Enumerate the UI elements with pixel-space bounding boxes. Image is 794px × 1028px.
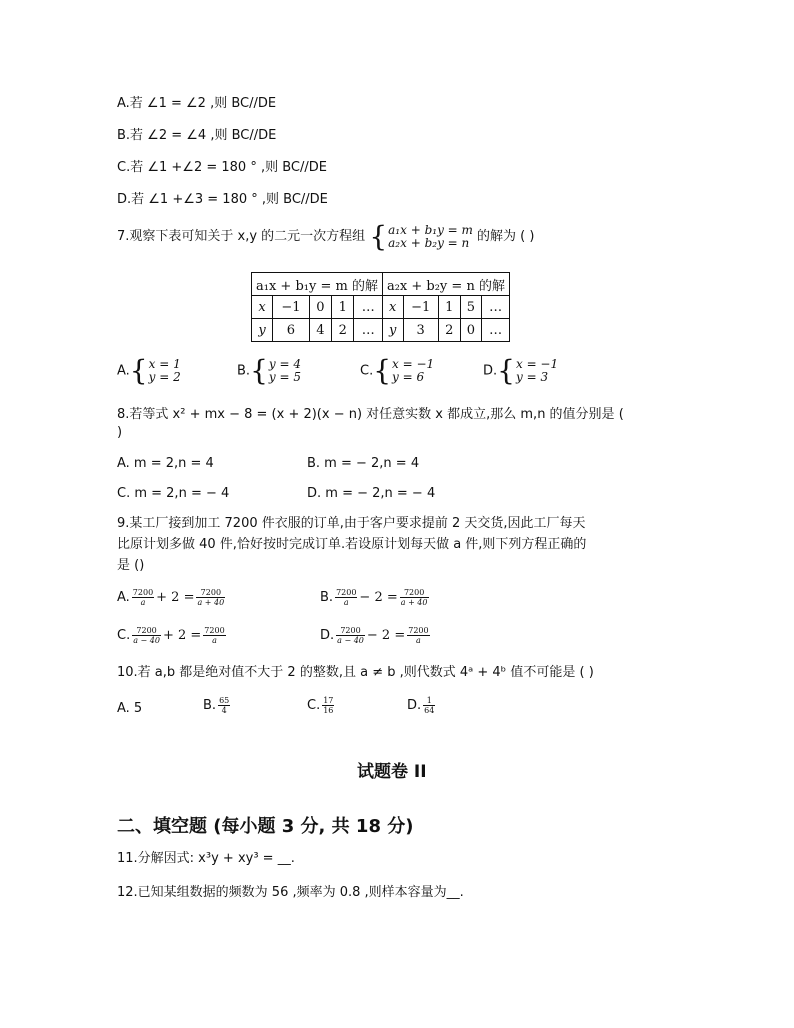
section-title: 二、填空题 (每小题 3 分, 共 18 分) (117, 816, 414, 837)
system-line: y = 5 (268, 370, 301, 384)
table-cell: … (354, 319, 383, 342)
system-line: y = 6 (392, 370, 425, 384)
denominator: a (416, 636, 421, 645)
q6-option-d: D.若 ∠1 +∠3 = 180 ° ,则 BC//DE (117, 192, 328, 207)
fraction (203, 626, 225, 645)
option-label: C. (307, 698, 321, 713)
numerator: 7200 (132, 588, 154, 597)
q8-option-a: A. m = 2,n = 4 (117, 456, 214, 471)
denominator: a − 40 (337, 636, 364, 645)
q8-stem-line2: ) (117, 425, 123, 440)
table-header-left: a₁x + b₁y = m 的解 (252, 273, 383, 296)
fraction (132, 588, 154, 607)
numerator: 7200 (336, 588, 357, 597)
q8-option-c: C. m = 2,n = − 4 (117, 486, 230, 501)
numerator: 7200 (408, 626, 429, 635)
q7-system (388, 224, 473, 250)
system-line: x = −1 (515, 357, 559, 371)
denominator: a (140, 598, 146, 607)
numerator: 7200 (204, 626, 225, 635)
option-label: D. (320, 628, 335, 643)
option-system (516, 358, 558, 384)
denominator: a + 40 (400, 598, 428, 607)
table-cell: 0 (460, 319, 482, 342)
fraction (132, 626, 161, 645)
option-label: D. (483, 363, 498, 379)
q9-option-d (320, 626, 432, 645)
system-line: y = 2 (148, 370, 181, 384)
table-cell: −1 (403, 296, 438, 319)
option-label: C. (117, 628, 131, 643)
denominator: a (212, 636, 217, 645)
table-cell: 6 (273, 319, 309, 342)
q9-stem-line2: 比原计划多做 40 件,恰好按时完成订单.若设原计划每天做 a 件,则下列方程正确的 (117, 537, 587, 552)
denominator: a − 40 (133, 636, 160, 645)
table-row-x (252, 296, 510, 319)
q10-option-a: A. 5 (117, 701, 143, 716)
table-cell: y (382, 319, 403, 342)
q7-option-a (117, 354, 181, 387)
table-cell: 5 (460, 296, 482, 319)
table-cell: … (482, 296, 510, 319)
q7-option-c (360, 354, 435, 387)
q7-eq1: a₁x + b₁y = m (388, 222, 473, 237)
q10-option-c (307, 696, 336, 715)
fraction (400, 588, 429, 607)
operator: − 2 = (366, 628, 406, 643)
table-header-row (252, 273, 510, 296)
option-label: B. (320, 590, 334, 605)
q6-option-c: C.若 ∠1 +∠2 = 180 ° ,则 BC//DE (117, 160, 327, 175)
denominator: 64 (424, 706, 435, 715)
part-title: 试题卷 II (357, 762, 427, 782)
q11: 11.分解因式: x³y + xy³ = __. (117, 851, 295, 866)
table-cell: x (382, 296, 403, 319)
q7-stem (117, 219, 535, 253)
q7-prefix: 7.观察下表可知关于 x,y 的二元一次方程组 (117, 229, 366, 244)
numerator: 7200 (400, 588, 429, 598)
table-cell: 3 (403, 319, 438, 342)
fraction (335, 588, 357, 607)
q8-option-d: D. m = − 2,n = − 4 (307, 486, 436, 501)
table-header-right: a₂x + b₂y = n 的解 (382, 273, 509, 296)
operator: + 2 = (162, 628, 202, 643)
option-system (392, 358, 434, 384)
table-cell: 1 (332, 296, 354, 319)
denominator: a + 40 (197, 598, 225, 607)
denominator: 4 (221, 706, 227, 715)
fraction (407, 626, 429, 645)
q8-stem-line1: 8.若等式 x² + mx − 8 = (x + 2)(x − n) 对任意实数 x 都成立,那么 m,n 的值分别是 ( (117, 407, 624, 422)
option-label: D. (407, 698, 422, 713)
table-cell: −1 (273, 296, 309, 319)
fraction (336, 626, 365, 645)
table-cell: y (252, 319, 273, 342)
numerator: 7200 (196, 588, 225, 598)
q7-suffix: 的解为 ( ) (477, 229, 535, 244)
option-label: B. (237, 363, 251, 379)
system-line: x = −1 (392, 357, 435, 371)
denominator: a (343, 598, 349, 607)
table-cell: 4 (309, 319, 331, 342)
table-row-y (252, 319, 510, 342)
q12: 12.已知某组数据的频数为 56 ,频率为 0.8 ,则样本容量为__. (117, 885, 464, 900)
option-system (149, 358, 181, 384)
q9-option-c (117, 626, 228, 645)
numerator: 65 (219, 696, 230, 705)
numerator: 7200 (336, 626, 365, 636)
table-cell: x (252, 296, 273, 319)
system-line: y = 4 (268, 357, 301, 371)
denominator: 16 (323, 706, 334, 715)
numerator: 7200 (132, 626, 161, 636)
system-line: y = 3 (515, 370, 549, 384)
option-label: A. (117, 363, 130, 379)
q10-stem: 10.若 a,b 都是绝对值不大于 2 的整数,且 a ≠ b ,则代数式 4ᵃ + 4ᵇ 值不可能是 ( ) (117, 665, 594, 680)
q9-option-a (117, 588, 227, 607)
brace-glyph: { (369, 219, 388, 253)
q10-option-d (407, 696, 437, 715)
operator: + 2 = (156, 590, 195, 605)
table-cell: … (354, 296, 383, 319)
numerator: 1 (423, 696, 435, 706)
q7-solution-table (251, 272, 510, 342)
table-cell: 2 (332, 319, 354, 342)
brace-glyph: { (373, 354, 392, 387)
table-cell: … (482, 319, 510, 342)
fraction (196, 588, 225, 607)
fraction (423, 696, 435, 715)
option-label: A. (117, 590, 130, 605)
numerator: 17 (323, 696, 334, 705)
q8-option-b: B. m = − 2,n = 4 (307, 456, 420, 471)
fraction (322, 696, 334, 715)
q7-eq2: a₂x + b₂y = n (388, 235, 470, 250)
brace-glyph: { (250, 354, 268, 387)
q9-option-b (320, 588, 431, 607)
q6-option-b: B.若 ∠2 = ∠4 ,则 BC//DE (117, 128, 277, 143)
q6-option-a: A.若 ∠1 = ∠2 ,则 BC//DE (117, 96, 277, 111)
q9-stem-line3: 是 () (117, 558, 145, 573)
table-cell: 0 (309, 296, 331, 319)
q9-stem-line1: 9.某工厂接到加工 7200 件衣服的订单,由于客户要求提前 2 天交货,因此工厂每天 (117, 516, 586, 531)
q7-option-d (483, 354, 559, 387)
q10-option-b (203, 696, 232, 715)
brace-glyph: { (497, 354, 515, 387)
q7-option-b (237, 354, 301, 387)
brace-glyph: { (129, 354, 148, 387)
fraction (218, 696, 230, 715)
option-label: B. (203, 698, 217, 713)
system-line: x = 1 (148, 357, 181, 371)
option-label: C. (360, 363, 374, 379)
operator: − 2 = (359, 590, 398, 605)
table-cell: 2 (438, 319, 460, 342)
option-system (269, 358, 301, 384)
table-cell: 1 (438, 296, 460, 319)
